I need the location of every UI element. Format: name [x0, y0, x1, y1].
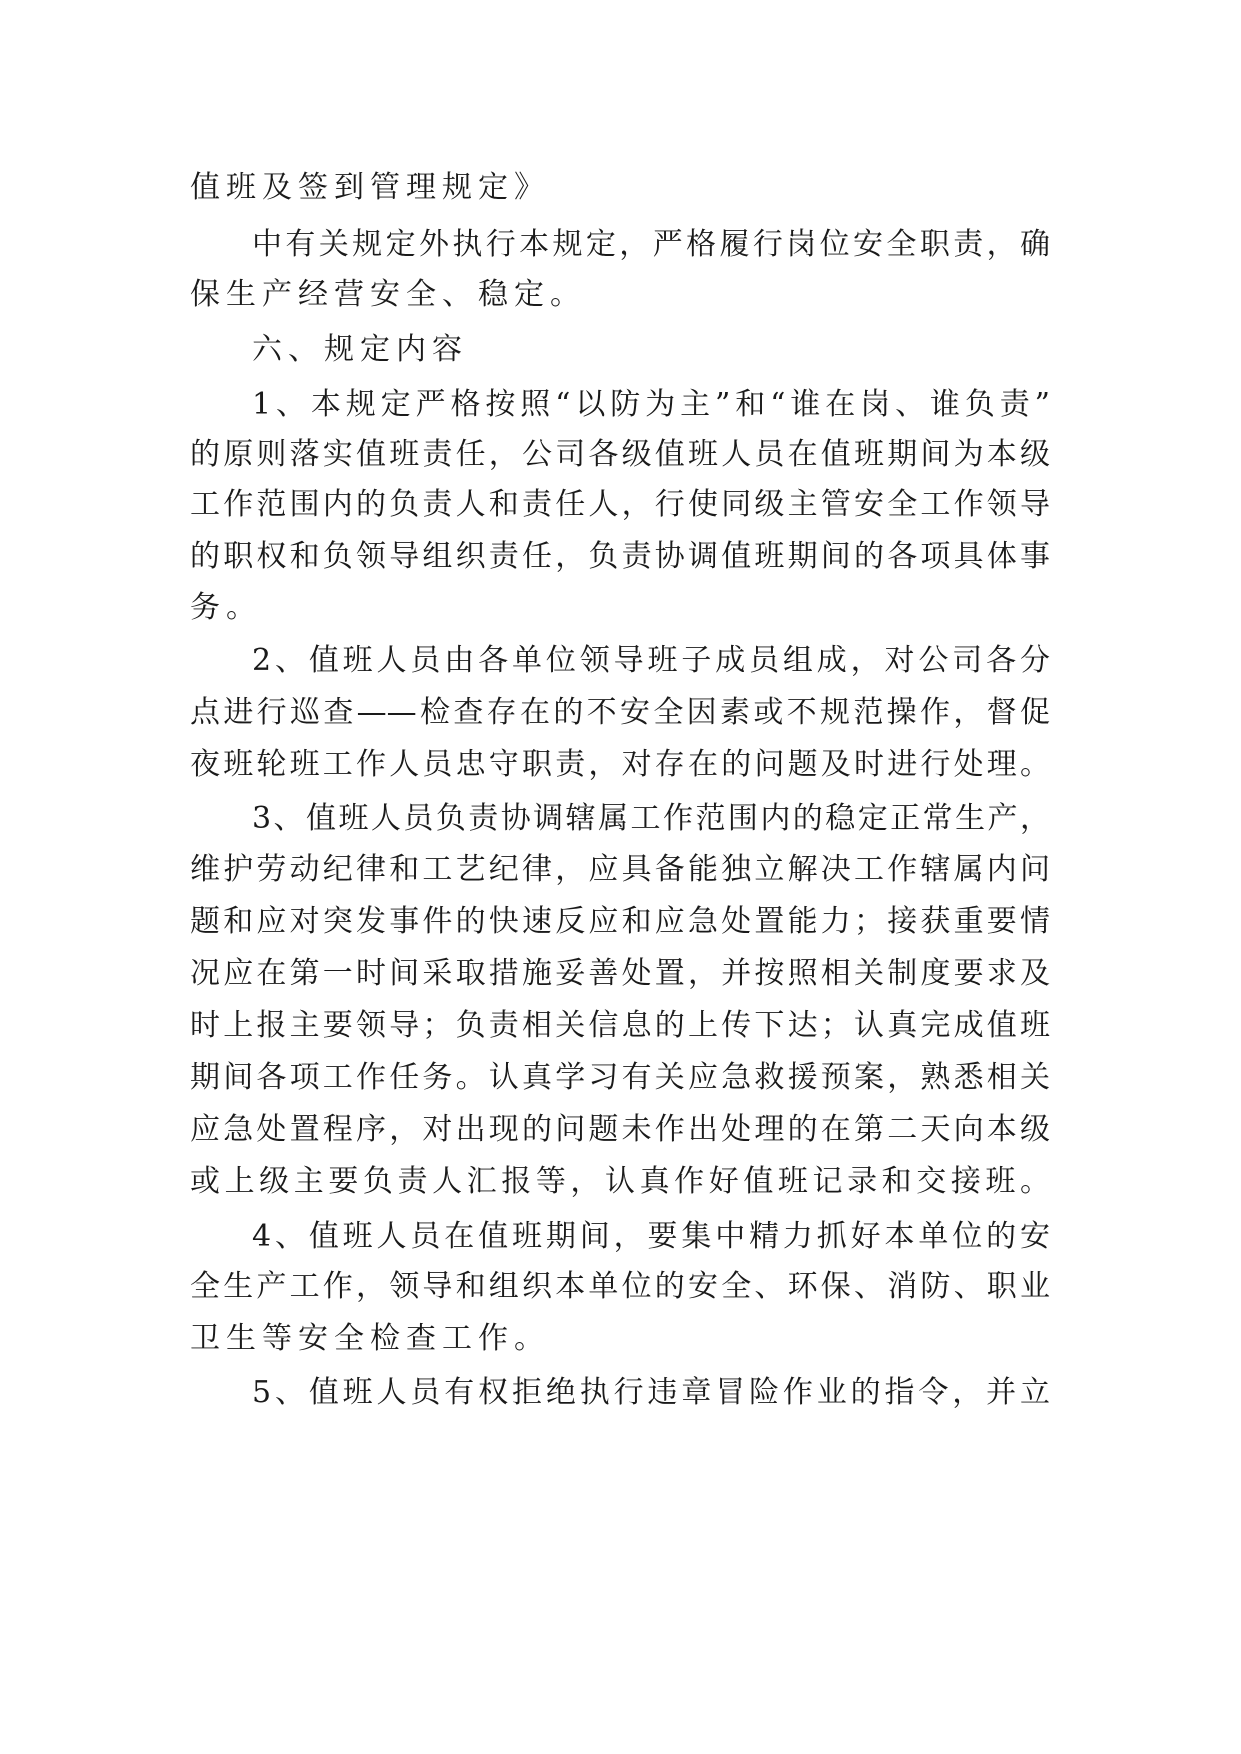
section-heading: 六、规定内容 — [252, 332, 468, 367]
text-line-13: 3、值班人员负责协调辖属工作范围内的稳定正常生产， — [252, 801, 1050, 836]
text-line-15: 题和应对突发事件的快速反应和应急处置能力；接获重要情 — [190, 904, 1050, 939]
text-line-18: 期间各项工作任务。认真学习有关应急救援预案，熟悉相关 — [190, 1060, 1050, 1095]
text-line-14: 维护劳动纪律和工艺纪律，应具备能独立解决工作辖属内问 — [190, 852, 1050, 887]
text-line-17: 时上报主要领导；负责相关信息的上传下达；认真完成值班 — [190, 1008, 1050, 1043]
text-line-22: 全生产工作，领导和组织本单位的安全、环保、消防、职业 — [190, 1269, 1050, 1304]
text-line-11: 点进行巡查——检查存在的不安全因素或不规范操作，督促 — [190, 695, 1050, 730]
text-line-10: 2、值班人员由各单位领导班子成员组成，对公司各分 — [252, 643, 1050, 678]
text-line-8: 的职权和负领导组织责任，负责协调值班期间的各项具体事 — [190, 539, 1050, 574]
text-line-21: 4、值班人员在值班期间，要集中精力抓好本单位的安 — [252, 1219, 1050, 1254]
text-line-9: 务。 — [190, 590, 262, 625]
text-line-1: 值班及签到管理规定》 — [190, 170, 550, 205]
text-line-16: 况应在第一时间采取措施妥善处置，并按照相关制度要求及 — [190, 956, 1050, 991]
text-line-2: 中有关规定外执行本规定，严格履行岗位安全职责，确 — [252, 227, 1050, 262]
text-line-24: 5、值班人员有权拒绝执行违章冒险作业的指令，并立 — [252, 1375, 1050, 1410]
text-line-20: 或上级主要负责人汇报等，认真作好值班记录和交接班。 — [190, 1164, 1050, 1199]
text-line-12: 夜班轮班工作人员忠守职责，对存在的问题及时进行处理。 — [190, 747, 1050, 782]
text-line-23: 卫生等安全检查工作。 — [190, 1321, 550, 1356]
text-line-6: 的原则落实值班责任，公司各级值班人员在值班期间为本级 — [190, 437, 1050, 472]
text-line-5: 1、本规定严格按照“以防为主”和“谁在岗、谁负责” — [252, 387, 1050, 422]
text-line-3: 保生产经营安全、稳定。 — [190, 277, 586, 312]
text-line-7: 工作范围内的负责人和责任人，行使同级主管安全工作领导 — [190, 487, 1050, 522]
text-line-19: 应急处置程序，对出现的问题未作出处理的在第二天向本级 — [190, 1112, 1050, 1147]
